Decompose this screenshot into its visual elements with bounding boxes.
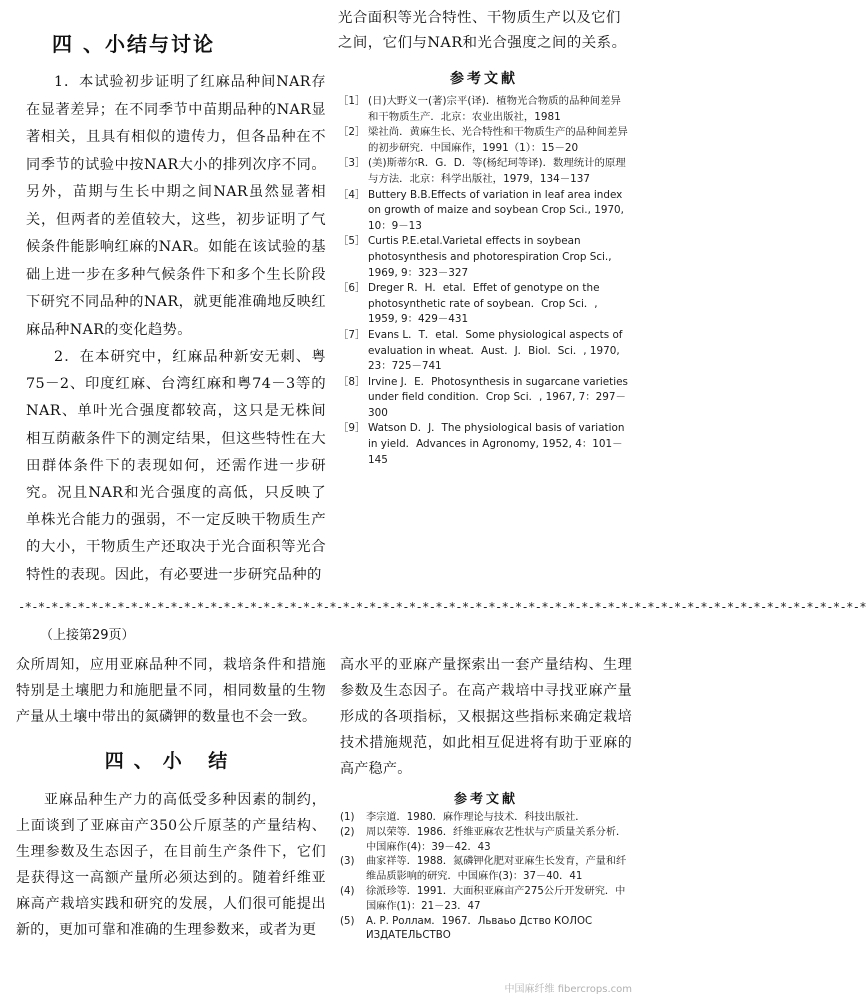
bottom-paragraph-2: 亚麻品种生产力的高低受多种因素的制约，上面谈到了亚麻亩产350公斤原茎的产量结构、生理参数及生态因子，在目前生产条件下，它们是获得这一高额产量所必须达到的。随着纤维亚麻高产栽培实践和研究的发展，人们很可能提出新的，更加可靠和准确的生理参数来，或者为更 bbox=[16, 792, 326, 938]
reference-number: (5) bbox=[340, 915, 355, 927]
reference-item bbox=[340, 826, 632, 856]
reference-number: ［8］ bbox=[338, 375, 366, 388]
reference-item bbox=[340, 915, 632, 945]
reference-text: 徐派珍等．1991．大面积亚麻亩产275公斤开发研究．中国麻作(1)：21－23．47 bbox=[366, 885, 626, 912]
references-title: 参考文献 bbox=[450, 71, 518, 87]
reference-item bbox=[338, 234, 630, 281]
reference-number: ［1］ bbox=[338, 95, 366, 107]
bottom-right-column bbox=[340, 652, 632, 944]
reference-item bbox=[338, 188, 630, 235]
reference-number: ［6］ bbox=[338, 282, 366, 295]
bottom-reference-list bbox=[340, 811, 632, 944]
reference-text: Dreger R．H．etal．Effet of genotype on the photosynthetic rate of soybean．Crop Sci．, 1959, 9：429－431 bbox=[368, 282, 600, 326]
reference-number: ［5］ bbox=[338, 235, 366, 248]
bottom-paragraph-1: 众所周知，应用亚麻品种不同，栽培条件和措施特别是土壤肥力和施肥量不同，相同数量的生物产量从土壤中带出的氮磷钾的数量也不会一致。 bbox=[16, 657, 326, 725]
reference-number: ［4］ bbox=[338, 188, 366, 201]
reference-item bbox=[338, 281, 630, 328]
reference-item bbox=[338, 94, 630, 125]
reference-item bbox=[338, 421, 630, 468]
bottom-section-heading: 四、小 结 bbox=[104, 750, 238, 772]
reference-number: ［7］ bbox=[338, 328, 366, 341]
reference-number: (3) bbox=[340, 856, 355, 868]
reference-text: 曲家祥等．1988．氮磷钾化肥对亚麻生长发育，产量和纤维品质影响的研究．中国麻作(3)：37－40．41 bbox=[366, 856, 627, 883]
summary-paragraph-1: 1．本试验初步证明了红麻品种间NAR存在显著差异；在不同季节中苗期品种的NAR显著相关，且具有相似的遗传力，但各品种在不同季节的试验中按NAR大小的排列次序不同。另外，苗期与生长中期之间NAR虽然显著相关，但两者的差值较大，这些，初步证明了气候条件能影响红麻的NAR。如能在该试验的基础上进一步在多种气候条件下和多个生长阶段下研究不同品种的NAR，就更能准确地反映红麻品种NAR的变化趋势。 bbox=[26, 74, 326, 338]
reference-item bbox=[338, 156, 630, 187]
watermark: 中国麻纤维 fibercrops.com bbox=[504, 984, 632, 995]
reference-number: (1) bbox=[340, 812, 355, 823]
bottom-references-title: 参考文献 bbox=[453, 792, 518, 807]
reference-item bbox=[338, 328, 630, 375]
reference-item bbox=[338, 375, 630, 422]
section-heading-summary: 四 、小结与讨论 bbox=[52, 32, 215, 56]
reference-text: Watson D．J．The physiological basis of variation in yield．Advances in Agronomy, 1952, 4：101－145 bbox=[368, 422, 625, 466]
reference-item bbox=[340, 811, 632, 826]
reference-text: 李宗道．1980．麻作理论与技术．科技出版社． bbox=[366, 812, 586, 823]
top-left-column bbox=[26, 14, 326, 589]
bottom-left-column bbox=[16, 652, 326, 943]
reference-text: Curtis P.E.etal.Varietal effects in soybean photosynthesis and photorespiration Crop Sci., 1969, 9：323－327 bbox=[368, 235, 612, 279]
bottom-paragraph-3: 高水平的亚麻产量探索出一套产量结构、生理参数及生态因子。在高产栽培中寻找亚麻产量形成的各项指标，又根据这些指标来确定栽培技术措施规范，如此相互促进将有助于亚麻的高产稳产。 bbox=[340, 657, 632, 777]
reference-text: (美)斯蒂尔R．G．D．等(杨纪珂等译)．数理统计的原理与方法．北京：科学出版社，1979，134－137 bbox=[368, 157, 626, 185]
reference-number: (4) bbox=[340, 885, 355, 897]
reference-text: 梁社尚．黄麻生长、光合特性和干物质生产的品种间差异的初步研究．中国麻作，1991（1）：15－20 bbox=[368, 126, 628, 154]
reference-text: (日)大野义一(著)宗平(译)．植物光合物质的品种间差异和干物质生产．北京：农业出版社，1981 bbox=[368, 95, 621, 123]
reference-number: (2) bbox=[340, 826, 355, 838]
reference-text: Irvine J．E．Photosynthesis in sugarcane varieties under field condition．Crop Sci．, 1967, 7：297－300 bbox=[368, 375, 628, 419]
reference-item bbox=[340, 885, 632, 915]
reference-number: ［9］ bbox=[338, 422, 366, 435]
continued-text: 光合面积等光合特性、干物质生产以及它们之间，它们与NAR和光合强度之间的关系。 bbox=[338, 10, 627, 51]
reference-number: ［2］ bbox=[338, 126, 366, 139]
reference-list bbox=[338, 94, 630, 468]
reference-text: Evans L．T．etal．Some physiological aspects of evaluation in wheat．Aust．J．Biol．Sci．, 1970, 23：725－741 bbox=[368, 328, 623, 373]
top-right-column bbox=[338, 6, 630, 468]
reference-text: Buttery B.B.Effects of variation in leaf area index on growth of maize and soybean Crop Sci., 1970, 10：9－13 bbox=[368, 188, 624, 232]
continued-from-label: （上接第29页） bbox=[40, 628, 135, 643]
reference-text: А. Р. Роллам．1967．Льваьо Дство КОЛОС ИЗДАТЕЛЬСТВО bbox=[366, 915, 593, 942]
reference-text: 周以荣等．1986．纤维亚麻农艺性状与产质量关系分析．中国麻作(4)：39－42．43 bbox=[366, 826, 627, 853]
reference-item bbox=[340, 855, 632, 885]
reference-item bbox=[338, 125, 630, 156]
article-divider: -*-*-*-*-*-*-*-*-*-*-*-*-*-*-*-*-*-*-*-*-*-*-*-*-*-*-*-*-*-*-*-*-*-*-*-*-*-*-*-*-*-*-*-*-*-*-*-*-*-*-*-*-*-*-*-*-*-*-*-*-*-*-*-* bbox=[18, 600, 866, 614]
reference-number: ［3］ bbox=[338, 157, 366, 170]
summary-paragraph-2: 2．在本研究中，红麻品种新安无刺、粤75－2、印度红麻、台湾红麻和粤74－3等的NAR、单叶光合强度都较高，这只是无株间相互荫蔽条件下的测定结果，但这些特性在大田群体条件下的表现如何，还需作进一步研究。况且NAR和光合强度的高低，只反映了单株光合能力的强弱，不一定反映干物质生产的大小，干物质生产还取决于光合面积等光合特性的表现。因此，有必要进一步研究品种的 bbox=[26, 349, 326, 583]
